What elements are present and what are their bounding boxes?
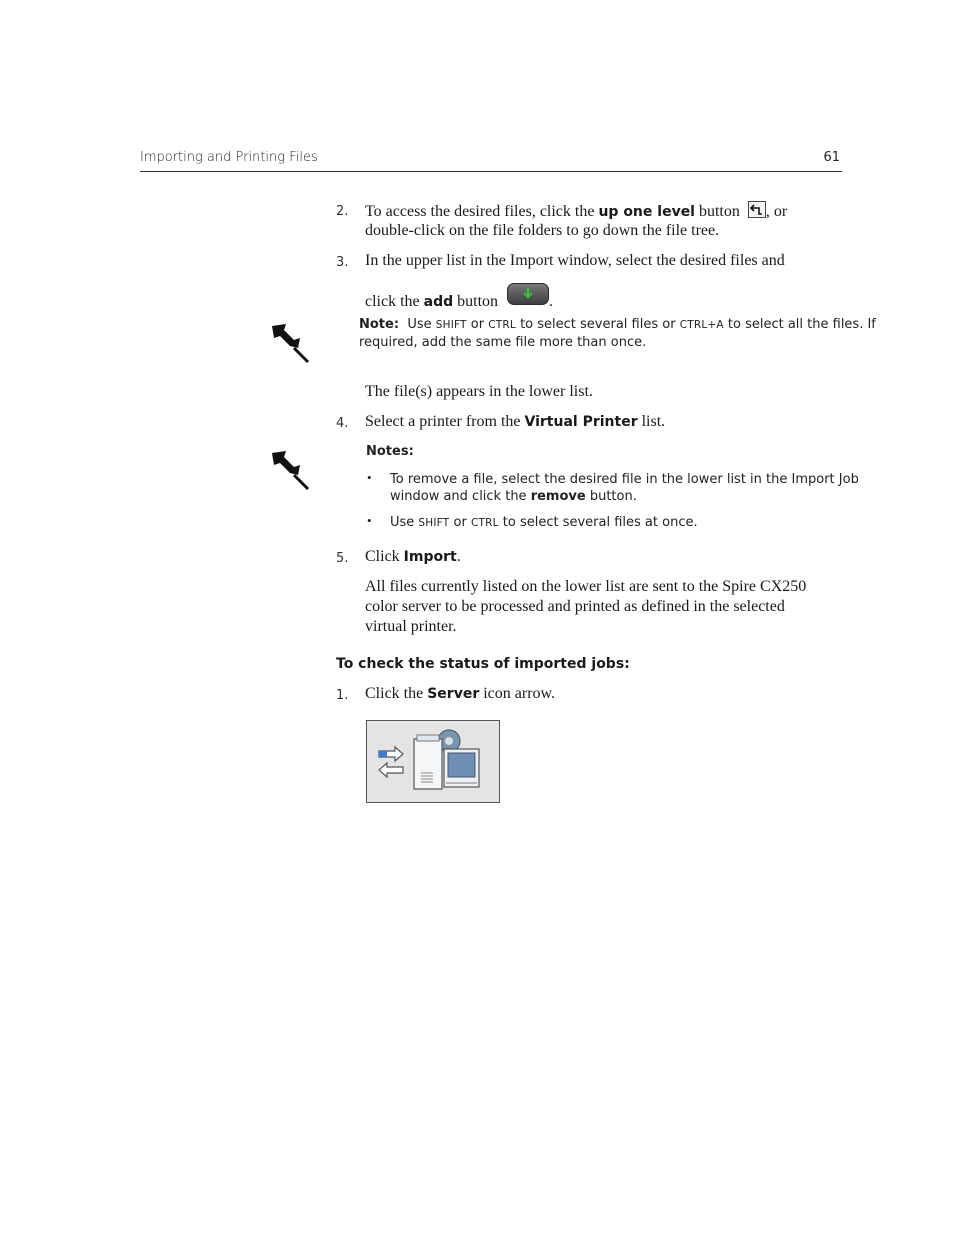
step-2-line-2: double-click on the file folders to go down the file tree. xyxy=(365,222,720,239)
note-label: Note: xyxy=(359,317,400,332)
add-arrow-icon xyxy=(507,283,549,305)
server-icon-screenshot xyxy=(366,720,500,803)
page-header xyxy=(140,150,842,172)
note-line-1: Note: Use SHIFT or CTRL to select several files or CTRL+A to select all the files. If xyxy=(359,317,876,332)
notes-label: Notes: xyxy=(366,444,414,459)
step-number: 5. xyxy=(336,551,349,566)
notes-bullet-1-line-1: To remove a file, select the desired file in the lower list in the Import Job xyxy=(390,472,859,487)
step-number: 4. xyxy=(336,416,349,431)
step-5-para-line-3: virtual printer. xyxy=(365,618,457,635)
remove-term: remove xyxy=(530,489,586,504)
step-number: 3. xyxy=(336,255,349,270)
notes-bullet-2: Use SHIFT or CTRL to select several files at once. xyxy=(390,515,698,530)
bullet: • xyxy=(367,470,372,485)
up-one-level-icon xyxy=(748,201,766,218)
step-number: 1. xyxy=(336,688,349,703)
up-one-level-term: up one level xyxy=(598,204,695,220)
step-3-result: The file(s) appears in the lower list. xyxy=(365,383,593,400)
step-5-para-line-2: color server to be processed and printed as defined in the selected xyxy=(365,598,785,615)
section-heading: To check the status of imported jobs: xyxy=(336,656,630,672)
import-term: Import xyxy=(403,549,457,565)
chapter-title: Importing and Printing Files xyxy=(140,150,318,165)
server-term: Server xyxy=(427,686,480,702)
step-number: 2. xyxy=(336,204,349,219)
step-5-para-line-1: All files currently listed on the lower list are sent to the Spire CX250 xyxy=(365,578,807,595)
page-number: 61 xyxy=(823,150,840,165)
step-4-text: Select a printer from the Virtual Printer list. xyxy=(365,413,666,430)
server-icon xyxy=(367,721,499,802)
pushpin-icon xyxy=(268,447,312,491)
bullet: • xyxy=(367,513,372,528)
step-2-line-1: To access the desired files, click the up one level button , or xyxy=(365,203,788,220)
notes-bullet-1-line-2: window and click the remove button. xyxy=(390,489,637,504)
step-3-line-1: In the upper list in the Import window, select the desired files and xyxy=(365,252,785,269)
step-1-text: Click the Server icon arrow. xyxy=(365,685,556,702)
add-term: add xyxy=(423,294,454,310)
step-5-text: Click Import. xyxy=(365,548,461,565)
virtual-printer-term: Virtual Printer xyxy=(524,414,638,430)
pushpin-icon xyxy=(268,320,312,364)
step-3-line-2: click the add button . xyxy=(365,283,553,312)
note-line-2: required, add the same file more than once. xyxy=(359,335,647,350)
